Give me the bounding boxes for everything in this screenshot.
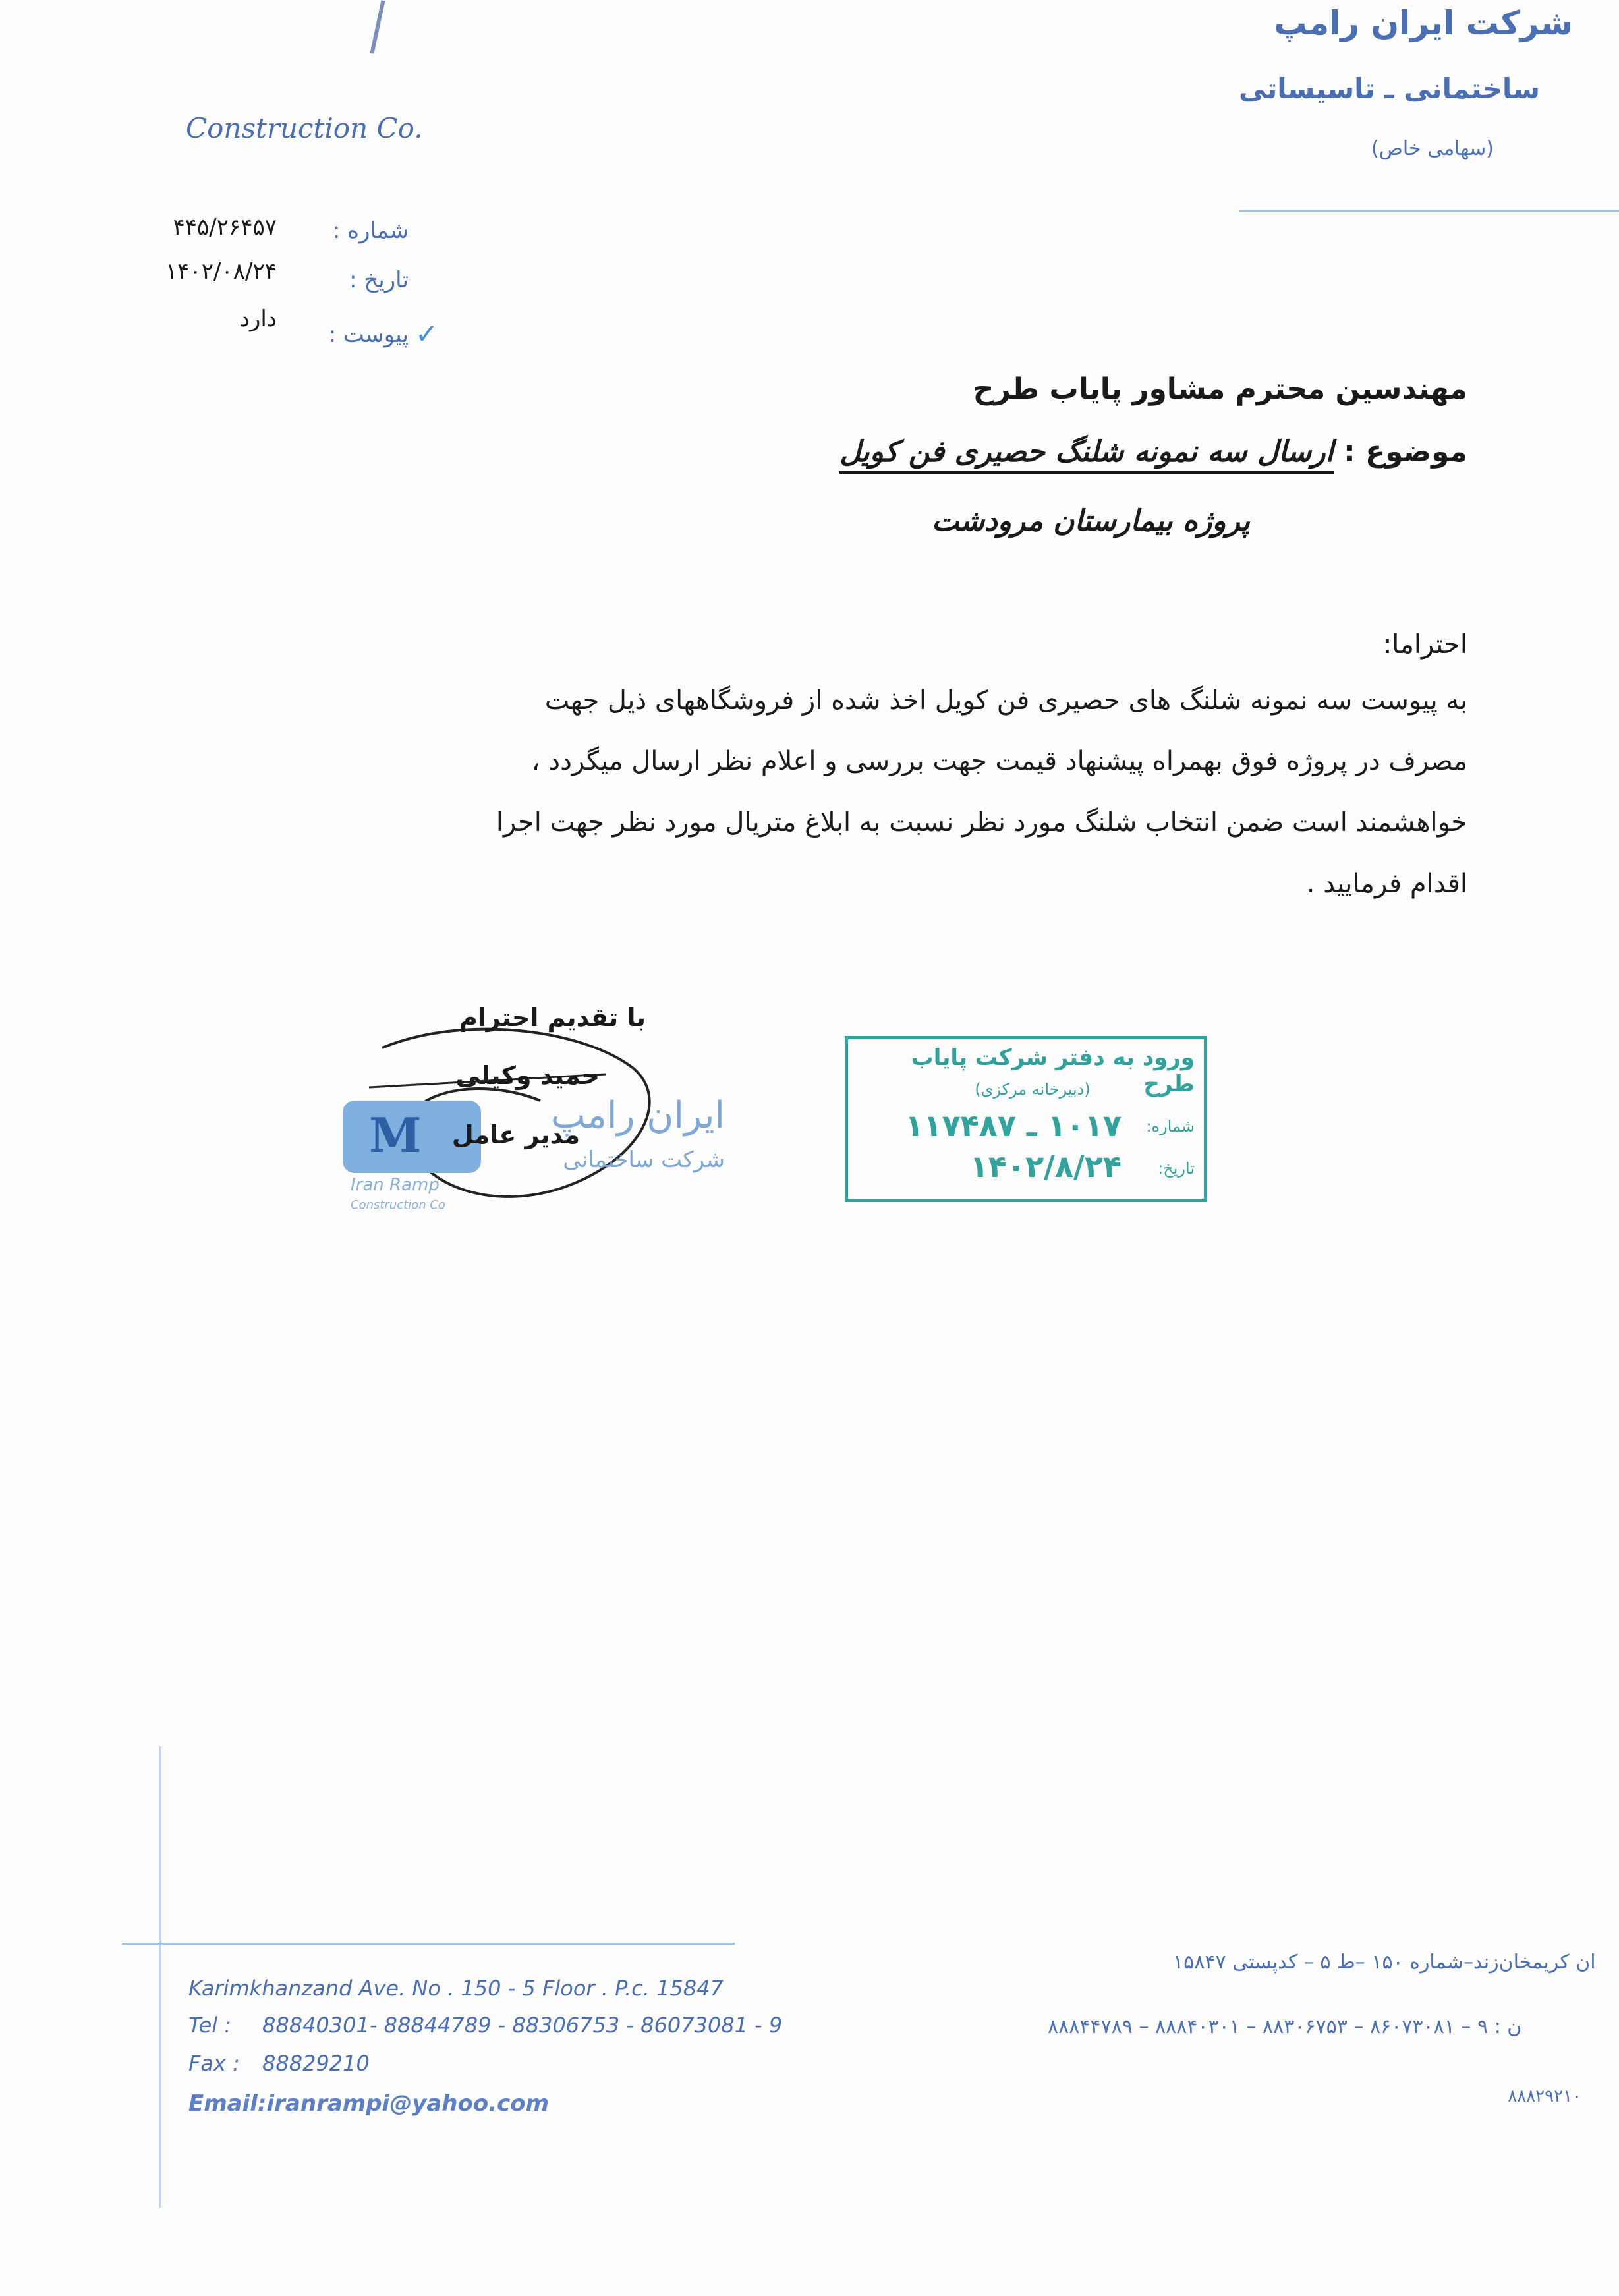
company-kind-fa: (سهامی خاص) (1371, 137, 1494, 160)
subject-label: موضوع : (1344, 435, 1467, 469)
signature-name: حمید وکیلی (455, 1061, 600, 1090)
seal-company-en-1: Iran Ramp (351, 1175, 440, 1195)
stamp-number-value: ۱۰۱۷ ـ ۱۱۷۴۸۷ (905, 1108, 1122, 1143)
attachment-value: دارد (239, 306, 277, 332)
seal-company-fa: ایران رامپ (550, 1094, 725, 1137)
seal-logo-mark-icon: M (369, 1107, 422, 1163)
attachment-label: پیوست : (328, 322, 409, 348)
subject-text: ارسال سه نمونه شلنگ حصیری فن کویل (839, 435, 1334, 474)
check-icon: ✓ (415, 318, 439, 350)
greeting: احتراما: (1382, 629, 1467, 660)
project-title: پروژه بیمارستان مرودشت (932, 504, 1250, 538)
subject-line (479, 435, 1467, 469)
signature-block (329, 989, 738, 1252)
body-line-1: به پیوست سه نمونه شلنگ های حصیری فن کویل اخذ شده از فروشگاههای ذیل جهت (544, 685, 1467, 716)
body-line-3: خواهشمند است ضمن انتخاب شلنگ مورد نظر نسبت به ابلاغ متریال مورد نظر جهت اجرا (496, 807, 1467, 838)
footer-fax-label: Fax : (188, 2051, 240, 2076)
footer-address-en: Karimkhanzand Ave. No . 150 - 5 Floor . P.c. 15847 (188, 1976, 724, 2001)
body-line-2: مصرف در پروژه فوق بهمراه پیشنهاد قیمت جهت بررسی و اعلام نظر ارسال میگردد ، (531, 746, 1467, 776)
date-value: ۱۴۰۲/۰۸/۲۴ (165, 258, 277, 285)
footer-fax-value: 88829210 (262, 2051, 370, 2076)
pen-mark (370, 0, 385, 53)
signature-closing: با تقدیم احترام (459, 1003, 646, 1032)
date-label: تاریخ : (349, 267, 409, 293)
stamp-subtitle: (دبیرخانه مرکزی) (975, 1080, 1091, 1099)
stamp-date-value: ۱۴۰۲/۸/۲۴ (969, 1149, 1122, 1184)
footer-address-fa: ان کریمخان‌زند–شماره ۱۵۰ –ط ۵ – کدپستی ۱۵۸۴۷ (1173, 1951, 1596, 1974)
stamp-date-label: تاریخ: (1158, 1159, 1195, 1178)
footer-divider-line (122, 1943, 735, 1945)
company-name-en: Construction Co. (186, 112, 423, 144)
recipient: مهندسین محترم مشاور پایاب طرح (973, 372, 1467, 406)
seal-company-en-2: Construction Co (351, 1198, 445, 1212)
footer-tel-fa: ن : ۹ – ۸۶۰۷۳۰۸۱ – ۸۸۳۰۶۷۵۳ – ۸۸۸۴۰۳۰۱ – ۸۸۸۴۴۷۸۹ (1048, 2015, 1522, 2038)
number-label: شماره : (333, 217, 409, 244)
footer-tel-value: 88840301- 88844789 - 88306753 - 86073081 - 9 (262, 2013, 783, 2038)
body-line-4: اقدام فرمایید . (1306, 869, 1467, 899)
letterhead-divider-line (1239, 210, 1619, 212)
number-value: ۴۴۵/۲۶۴۵۷ (173, 214, 277, 241)
stamp-number-label: شماره: (1146, 1117, 1195, 1135)
footer-tel-label: Tel : (188, 2013, 232, 2038)
signature-title: مدیر عامل (451, 1120, 580, 1149)
company-type-fa: ساختمانی ـ تاسیساتی (1238, 72, 1540, 105)
received-stamp (845, 1036, 1207, 1202)
footer-fax-fa: ۸۸۸۲۹۲۱۰ (1508, 2086, 1581, 2106)
left-margin-line (159, 1746, 161, 2208)
company-name-fa: شرکت ایران رامپ (1274, 4, 1573, 42)
seal-company-sub-fa: شرکت ساختمانی (563, 1147, 725, 1173)
stamp-title: ورود به دفتر شرکت پایاب طرح (911, 1045, 1195, 1097)
footer-email: Email:iranrampi@yahoo.com (188, 2090, 550, 2117)
